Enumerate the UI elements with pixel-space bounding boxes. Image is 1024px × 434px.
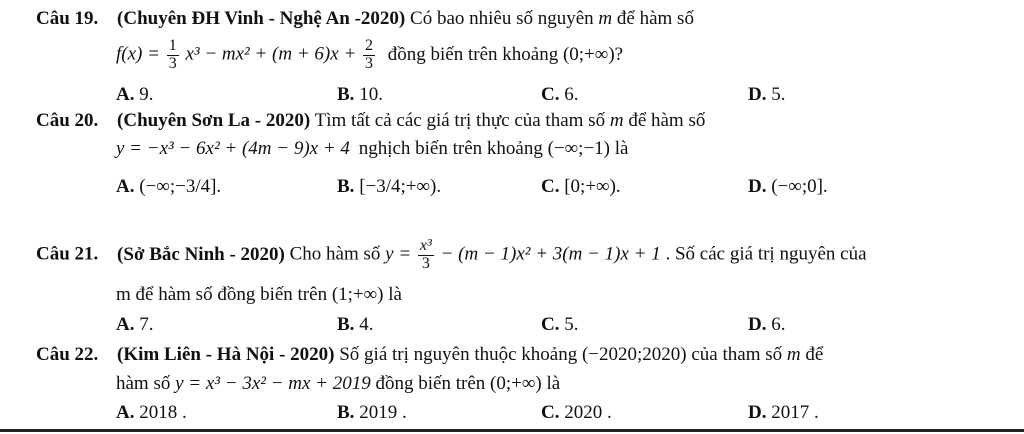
option-letter: C. (541, 84, 560, 105)
q21-option-d[interactable] (748, 314, 785, 336)
option-value: 6. (771, 314, 786, 335)
q20-fn: y = −x³ − 6x² + (4m − 9)x + 4 (116, 138, 350, 159)
option-value: 2017 . (771, 402, 819, 423)
option-letter: B. (337, 402, 355, 423)
q19-number: Câu 19. (36, 8, 99, 29)
q22-line2-post: đồng biến trên (0;+∞) là (375, 373, 561, 394)
q19-frac2-num: 2 (365, 37, 374, 54)
q20-option-b[interactable] (337, 176, 441, 198)
option-value: 4. (359, 314, 374, 335)
q22-text1: Số giá trị nguyên thuộc khoảng (−2020;2020) của tham số (339, 344, 783, 365)
q20-text2: để hàm số (628, 110, 706, 131)
q19-function-line (116, 38, 623, 73)
option-letter: B. (337, 314, 355, 335)
q20-option-a[interactable] (116, 176, 221, 198)
option-letter: B. (337, 84, 355, 105)
q21-frac (418, 238, 434, 273)
option-value: 6. (564, 84, 579, 105)
option-value: 10. (359, 84, 383, 105)
q21-header (36, 238, 867, 273)
q19-tail: đồng biến trên khoảng (0;+∞)? (387, 43, 624, 65)
bottom-divider (0, 429, 1024, 432)
q21-option-b[interactable] (337, 314, 373, 336)
option-letter: D. (748, 402, 767, 423)
q22-source: (Kim Liên - Hà Nội - 2020) (117, 344, 335, 365)
q19-fn-mid: x³ − mx² + (m + 6)x + (185, 43, 357, 65)
q19-option-a[interactable] (116, 84, 153, 106)
q21-frac-num: x³ (419, 237, 432, 254)
q19-source: (Chuyên ĐH Vinh - Nghệ An -2020) (117, 8, 406, 29)
q21-line2: m để hàm số đồng biến trên (1;+∞) là (116, 284, 402, 305)
q22-number: Câu 22. (36, 344, 99, 365)
option-value: 2018 . (139, 402, 187, 423)
q21-fn-post: − (m − 1)x² + 3(m − 1)x + 1 (440, 243, 661, 265)
q19-text2: để hàm số (616, 8, 694, 29)
q21-text2: . Số các giá trị nguyên của (665, 243, 867, 265)
q19-frac1-den: 3 (168, 54, 177, 72)
q20-tail: nghịch biến trên khoảng (−∞;−1) là (358, 138, 629, 159)
q20-option-d[interactable] (748, 176, 828, 198)
option-value: 7. (139, 314, 154, 335)
q22-line2-pre: hàm số (116, 373, 171, 394)
q20-number: Câu 20. (36, 110, 99, 131)
q22-fn: y = x³ − 3x² − mx + 2019 (175, 373, 371, 394)
option-value: 9. (139, 84, 154, 105)
option-letter: D. (748, 314, 767, 335)
option-letter: D. (748, 176, 767, 197)
option-letter: B. (337, 176, 355, 197)
q21-source: (Sở Bắc Ninh - 2020) (117, 243, 285, 265)
option-value: [0;+∞). (564, 176, 621, 197)
q21-option-c[interactable] (541, 314, 578, 336)
option-letter: C. (541, 314, 560, 335)
q22-option-c[interactable] (541, 402, 612, 424)
q21-number: Câu 21. (36, 243, 99, 265)
q19-frac1 (167, 38, 179, 73)
q21-text1: Cho hàm số (289, 243, 381, 265)
q20-param: m (609, 110, 624, 131)
q22-option-a[interactable] (116, 402, 187, 424)
q19-option-b[interactable] (337, 84, 383, 106)
q21-fn-pre: y = (385, 243, 412, 265)
q20-source: (Chuyên Sơn La - 2020) (117, 110, 311, 131)
option-letter: C. (541, 176, 560, 197)
q19-fn-pre: f(x) = (116, 43, 160, 65)
option-value: 2019 . (359, 402, 407, 423)
q22-param: m (786, 344, 801, 365)
option-value: (−∞;0]. (771, 176, 828, 197)
q19-text1: Có bao nhiêu số nguyên (410, 8, 594, 29)
q19-header (36, 8, 694, 30)
q22-line2 (116, 373, 560, 395)
option-letter: A. (116, 84, 135, 105)
option-letter: C. (541, 402, 560, 423)
q19-frac2-den: 3 (365, 54, 374, 72)
option-letter: A. (116, 314, 135, 335)
q19-frac2 (363, 38, 375, 73)
option-value: 5. (771, 84, 786, 105)
q20-header (36, 110, 705, 132)
q22-text2: để (805, 344, 824, 365)
q22-header (36, 344, 823, 366)
q21-frac-den: 3 (421, 254, 430, 272)
option-value: (−∞;−3/4]. (139, 176, 222, 197)
option-value: 5. (564, 314, 579, 335)
q19-frac1-num: 1 (168, 37, 177, 54)
q19-option-d[interactable] (748, 84, 785, 106)
q19-param: m (598, 8, 613, 29)
q20-text1: Tìm tất cả các giá trị thực của tham số (314, 110, 606, 131)
option-letter: A. (116, 176, 135, 197)
option-letter: A. (116, 402, 135, 423)
option-letter: D. (748, 84, 767, 105)
q22-option-d[interactable] (748, 402, 819, 424)
q19-option-c[interactable] (541, 84, 578, 106)
option-value: 2020 . (564, 402, 612, 423)
q22-option-b[interactable] (337, 402, 407, 424)
q20-option-c[interactable] (541, 176, 621, 198)
q21-option-a[interactable] (116, 314, 153, 336)
option-value: [−3/4;+∞). (359, 176, 442, 197)
q20-function-line (116, 138, 628, 160)
